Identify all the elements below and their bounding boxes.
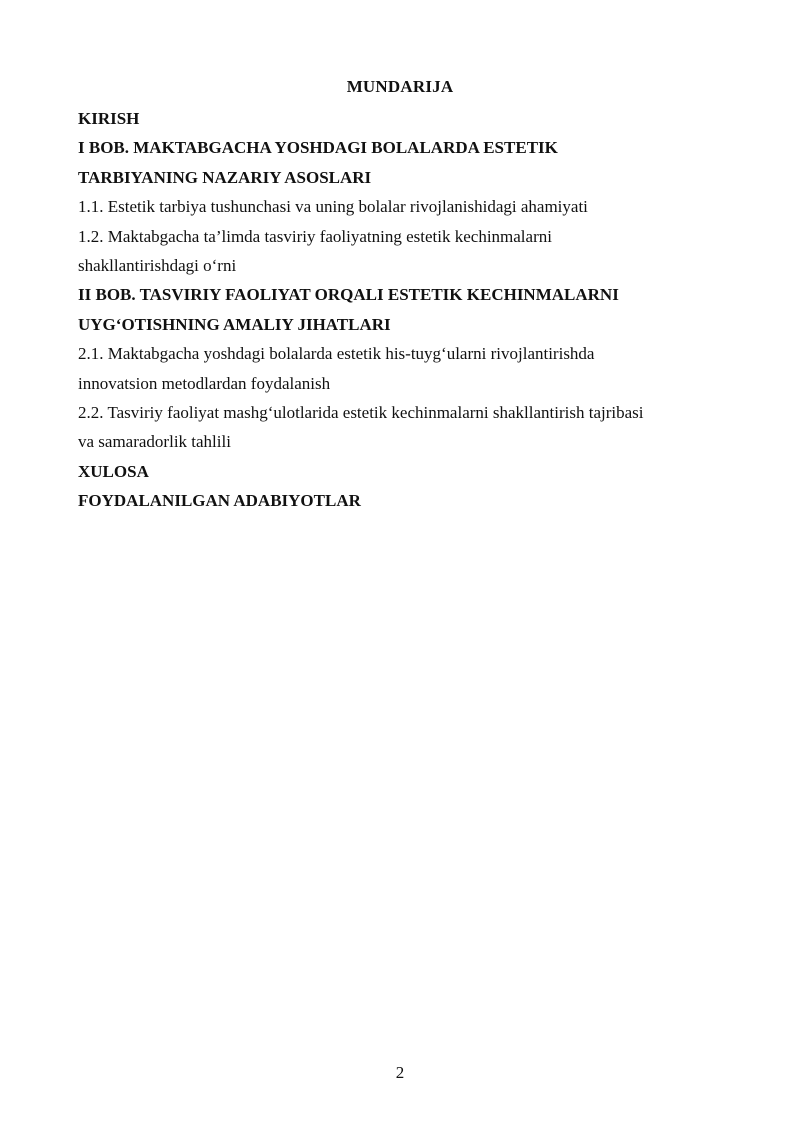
toc-line: KIRISH bbox=[78, 109, 140, 128]
toc-line: TARBIYANING NAZARIY ASOSLARI bbox=[78, 167, 372, 187]
toc-line: I BOB. MAKTABGACHA YOSHDAGI BOLALARDA ESTETIK bbox=[78, 138, 558, 158]
toc-line: 1.2. Maktabgacha ta’limda tasviriy faoliyatning estetik kechinmalarni bbox=[78, 226, 552, 246]
toc-line: innovatsion metodlardan foydalanish bbox=[78, 373, 331, 393]
toc-line: II BOB. TASVIRIY FAOLIYAT ORQALI ESTETIK KECHINMALARNI bbox=[78, 285, 619, 305]
page-title: MUNDARIJA bbox=[346, 77, 454, 96]
table-of-contents bbox=[78, 104, 728, 516]
toc-line: 2.1. Maktabgacha yoshdagi bolalarda estetik his-tuyg‘ularni rivojlantirishda bbox=[78, 344, 595, 364]
toc-line: 1.1. Estetik tarbiya tushunchasi va uning bolalar rivojlanishidagi ahamiyati bbox=[78, 197, 588, 217]
toc-line: va samaradorlik tahlili bbox=[78, 432, 231, 452]
toc-line: 2.2. Tasviriy faoliyat mashg‘ulotlarida estetik kechinmalarni shakllantirish tajribasi bbox=[78, 403, 644, 423]
toc-line: UYG‘OTISHNING AMALIY JIHATLARI bbox=[78, 314, 391, 334]
toc-line: XULOSA bbox=[78, 461, 149, 481]
toc-line: FOYDALANILGAN ADABIYOTLAR bbox=[78, 491, 361, 511]
page-number: 2 bbox=[395, 1063, 405, 1082]
toc-line: shakllantirishdagi o‘rni bbox=[78, 256, 237, 276]
